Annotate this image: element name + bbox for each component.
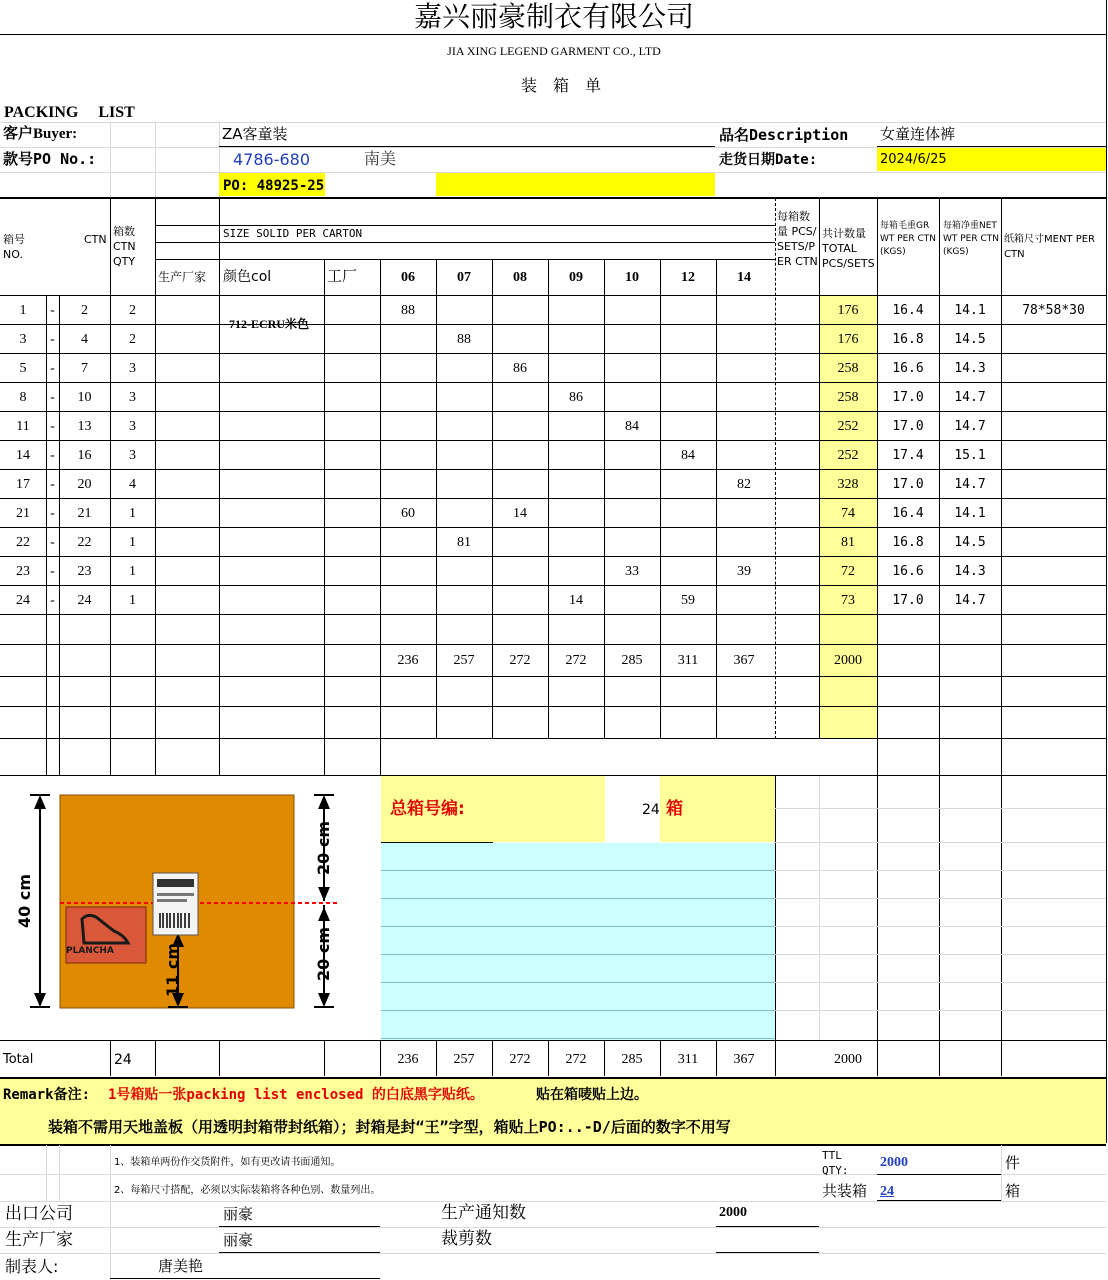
company-name-en: JIA XING LEGEND GARMENT CO., LTD [447,44,661,58]
carton-dash: - [50,448,55,463]
carton-from: 17 [16,477,30,492]
size-qty: 33 [625,564,639,579]
col-factory: 生产厂家 [158,270,207,284]
cyan-grid-line [381,1010,775,1011]
carton-qty: 3 [129,390,136,405]
row-line [0,498,1106,499]
carton-to: 16 [77,448,92,463]
cyan-grid-line [381,898,775,899]
col-ctn-qty: 箱数 CTN QTY [113,225,136,268]
carton-from: 22 [16,535,30,550]
style-value: 4786-680 [233,150,311,169]
gross-weight: 16.6 [892,361,924,376]
carton-to: 24 [77,593,92,608]
carton-to: 20 [77,477,92,492]
gross-weight: 16.8 [892,332,924,347]
carton-to: 10 [77,390,92,405]
carton-total-unit: 箱 [666,799,683,819]
export-label: 出口公司 [5,1204,73,1224]
carton-total-count: 24 [642,802,660,818]
col-size-solid: SIZE SOLID PER CARTON [223,227,363,240]
cyan-grid-line [381,954,775,955]
carton-to: 23 [77,564,92,579]
size-header-08: 08 [513,270,527,285]
color-name: 712-ECRU米色 [229,317,309,331]
row-line [0,353,1106,354]
date-label: 走货日期Date: [719,152,818,168]
right-grid-line [775,898,1106,899]
ttl-qty-unit: 件 [1005,1154,1021,1172]
net-weight: 14.1 [954,506,986,521]
carton-qty: 3 [129,448,136,463]
size-qty: 88 [401,303,415,318]
gross-weight: 16.8 [892,535,924,550]
carton-qty: 4 [129,477,136,492]
row-line [0,440,1106,441]
row-total: 176 [837,332,859,347]
net-weight: 14.5 [954,332,986,347]
buyer-value: ZA客童装 [222,125,288,143]
note-1: 1、装箱单两份作交货附件，如有更改请书面通知。 [114,1157,341,1168]
net-weight: 14.7 [954,419,986,434]
row-line [0,556,1106,557]
carton-from: 23 [16,564,30,579]
row-line [0,585,1106,586]
col-color: 颜色col [223,269,272,285]
row-total: 252 [837,419,859,434]
carton-from: 3 [19,332,27,347]
size-qty: 84 [625,419,639,434]
subtotal-size: 367 [733,653,755,668]
cyan-grid-line [381,926,775,927]
gross-weight: 17.0 [892,477,924,492]
carton-illustration [10,783,370,1028]
gross-weight: 16.4 [892,506,924,521]
notice-label: 生产通知数 [441,1203,526,1223]
region: 南美 [364,149,397,168]
carton-from: 8 [19,390,27,405]
subtotal-size: 311 [677,653,699,668]
ttl-qty-value: 2000 [880,1155,908,1170]
row-line [0,324,1106,325]
row-total: 72 [841,564,855,579]
carton-from: 1 [19,303,27,318]
carton-dash: - [50,303,55,318]
carton-qty: 1 [129,564,136,579]
subtotal-size: 236 [397,653,419,668]
size-qty: 86 [513,361,527,376]
row-line [0,676,1106,677]
col-meas: 纸箱尺寸MENT PER CTN [1004,234,1096,260]
net-weight: 14.3 [954,564,986,579]
carton-dash: - [50,332,55,347]
total-size: 272 [509,1052,531,1067]
size-qty: 84 [681,448,695,463]
row-line [0,706,1106,707]
net-weight: 14.3 [954,361,986,376]
row-line [0,469,1106,470]
carton-to: 22 [77,535,92,550]
row-total: 81 [841,535,855,550]
gross-weight: 17.0 [892,419,924,434]
row-line [0,411,1106,412]
remark-red: 1号箱贴一张packing list enclosed 的白底黑字贴纸。 [108,1087,484,1103]
carton-from: 11 [16,419,30,434]
gross-weight: 17.0 [892,593,924,608]
cyan-grid-line [381,870,775,871]
ttl-qty-label: TTL QTY: [822,1149,849,1177]
carton-dash: - [50,593,55,608]
col-pcs-per-ctn: 每箱数量 PCS/SETS/PER CTN [777,210,818,268]
note-2: 2、每箱尺寸搭配，必须以实际装箱将各种色别、数量列出。 [114,1185,381,1196]
net-weight: 14.7 [954,593,986,608]
date-value: 2024/6/25 [880,152,947,167]
dim-20cm-bottom: 20 cm [314,927,333,981]
right-grid-line [775,982,1106,983]
carton-dash: - [50,477,55,492]
maker-label: 制表人: [5,1257,59,1276]
maker-value: 唐美艳 [158,1257,204,1275]
factory-value: 丽豪 [223,1231,254,1249]
po-highlight-2 [436,173,715,196]
gross-weight: 16.6 [892,564,924,579]
carton-to: 4 [81,332,88,347]
size-qty: 88 [457,332,471,347]
total-label: Total [3,1052,34,1067]
net-weight: 14.1 [954,303,986,318]
carton-to: 13 [77,419,92,434]
remark-black: 贴在箱唛贴上边。 [536,1087,648,1103]
description-value: 女童连体裤 [880,125,956,143]
carton-measure: 78*58*30 [1022,303,1085,318]
dim-20cm-top: 20 cm [314,821,333,875]
notice-value: 2000 [719,1205,747,1220]
cut-label: 裁剪数 [441,1229,492,1249]
size-qty: 59 [681,593,695,608]
po-number: PO: 48925-25 [223,178,325,194]
row-total: 176 [837,303,859,318]
carton-total-label: 总箱号编: [390,799,465,819]
net-weight: 15.1 [954,448,986,463]
size-qty: 39 [737,564,751,579]
carton-qty: 3 [129,361,136,376]
carton-qty: 1 [129,506,136,521]
row-total: 328 [837,477,859,492]
total-pcs: 2000 [834,1052,862,1067]
size-qty: 14 [513,506,527,521]
col-ctn: CTN [84,233,107,246]
carton-to: 2 [81,303,88,318]
carton-qty: 2 [129,303,136,318]
total-size: 272 [565,1052,587,1067]
total-size: 367 [733,1052,755,1067]
export-value: 丽豪 [223,1205,254,1223]
row-line [0,614,1106,615]
col-net: 每箱净重NET WT PER CTN (KGS) [943,221,999,258]
subtotal-size: 272 [565,653,587,668]
total-size: 311 [677,1052,699,1067]
carton-qty: 2 [129,332,136,347]
subtotal-size: 257 [453,653,475,668]
net-weight: 14.5 [954,535,986,550]
size-qty: 81 [457,535,471,550]
total-size: 257 [453,1052,475,1067]
carton-dash: - [50,419,55,434]
carton-from: 24 [16,593,30,608]
total-ctn: 24 [114,1052,132,1068]
size-header-06: 06 [401,270,415,285]
carton-dash: - [50,390,55,405]
carton-from: 14 [16,448,30,463]
subtotal-size: 285 [621,653,643,668]
net-weight: 14.7 [954,477,986,492]
carton-qty: 1 [129,535,136,550]
carton-dash: - [50,535,55,550]
right-grid-line [775,926,1106,927]
row-total: 74 [841,506,855,521]
buyer-label: 客户Buyer: [3,126,78,142]
plancha-logo: PLANCHA [66,946,114,956]
size-qty: 60 [401,506,415,521]
packing-list-title: PACKING LIST [4,104,135,121]
row-line [0,644,1106,645]
total-size: 285 [621,1052,643,1067]
carton-dash: - [50,564,55,579]
col-workshop: 工厂 [327,267,358,285]
row-total: 252 [837,448,859,463]
col-carton-no: 箱号 NO. [3,233,25,261]
remark-prefix: Remark备注: [3,1087,91,1103]
carton-qty: 1 [129,593,136,608]
boxes-unit: 箱 [1005,1182,1021,1200]
right-grid-line [775,954,1106,955]
document-title: 装 箱 单 [520,76,601,95]
boxes-label: 共装箱 [822,1182,868,1200]
net-weight: 14.7 [954,390,986,405]
right-grid-line [775,842,1106,843]
remark-line2: 装箱不需用天地盖板（用透明封箱带封纸箱）；封箱是封“王”字型，箱贴上PO:..-D/后面的数字不用写 [48,1118,731,1136]
right-grid-line [775,808,1106,809]
col-gross: 每箱毛重GR WT PER CTN (KGS) [880,221,936,258]
size-header-09: 09 [569,270,583,285]
subtotal-size: 272 [509,653,531,668]
right-grid-line [775,870,1106,871]
cyan-grid-line [381,982,775,983]
size-header-10: 10 [625,270,639,285]
carton-to: 7 [81,361,88,376]
carton-to: 21 [77,506,92,521]
subtotal-total: 2000 [834,653,862,668]
row-line [0,738,1106,739]
row-line [0,527,1106,528]
gross-weight: 17.0 [892,390,924,405]
description-label: 品名Description [719,126,849,144]
size-header-14: 14 [737,270,751,285]
dim-40cm: 40 cm [15,874,34,928]
gross-weight: 17.4 [892,448,924,463]
right-grid-line [775,1010,1106,1011]
row-total: 258 [837,390,859,405]
carton-from: 21 [16,506,30,521]
total-size: 236 [397,1052,419,1067]
dim-11cm: 11 cm [163,943,182,997]
carton-qty: 3 [129,419,136,434]
factory-label: 生产厂家 [5,1230,73,1250]
carton-dash: - [50,361,55,376]
row-total: 258 [837,361,859,376]
size-header-12: 12 [681,270,695,285]
carton-from: 5 [19,361,27,376]
row-total: 73 [841,593,855,608]
col-total: 共计数量 TOTAL PCS/SETS [822,227,875,270]
size-header-07: 07 [457,270,471,285]
row-line [0,382,1106,383]
carton-dash: - [50,506,55,521]
gross-weight: 16.4 [892,303,924,318]
size-qty: 86 [569,390,583,405]
company-name-cn: 嘉兴丽豪制衣有限公司 [413,2,694,33]
style-label: 款号PO No.: [3,150,97,168]
cyan-grid-line [381,1038,775,1039]
size-qty: 14 [569,593,583,608]
boxes-value: 24 [880,1184,894,1199]
size-qty: 82 [737,477,751,492]
